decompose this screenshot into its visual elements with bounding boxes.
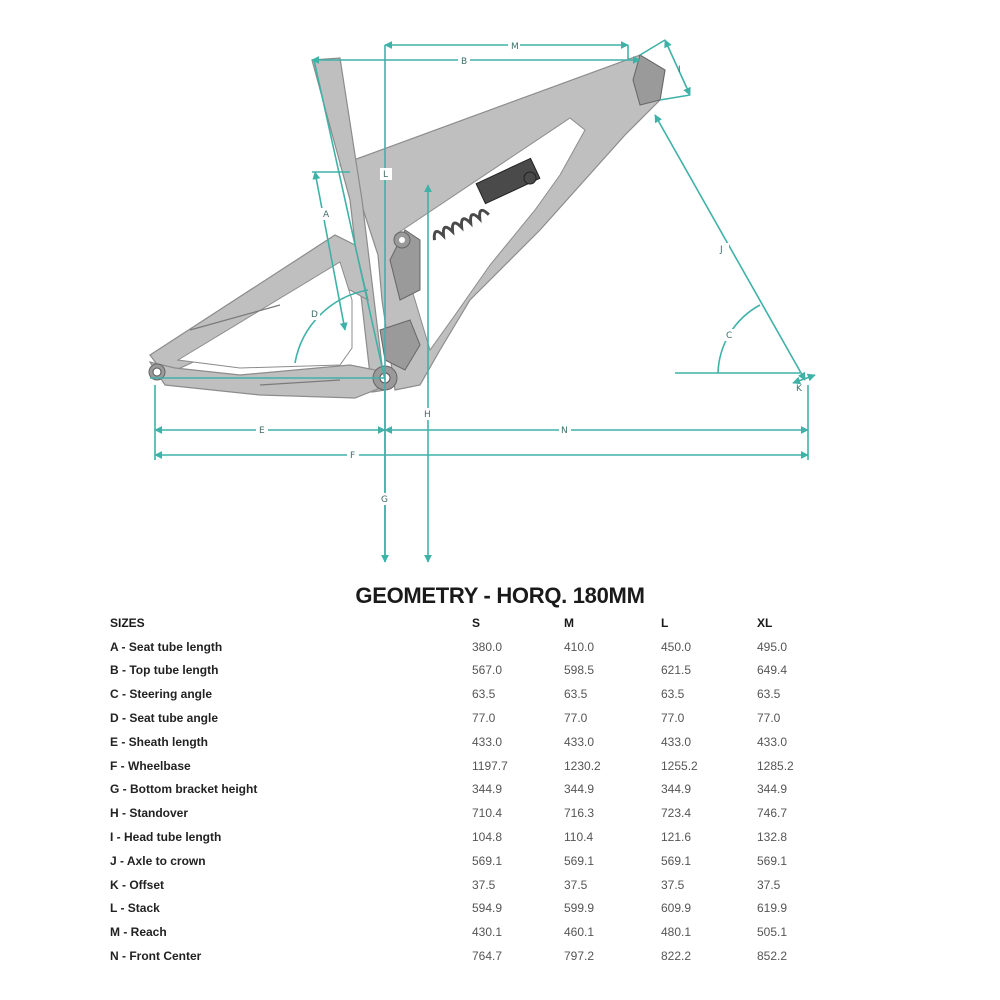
label-c: C xyxy=(726,331,733,341)
row-value: 344.9 xyxy=(564,782,595,797)
row-label: K - Offset xyxy=(110,877,164,892)
row-label: C - Steering angle xyxy=(110,687,213,702)
table-row xyxy=(110,730,837,754)
label-k: K xyxy=(796,384,802,394)
label-e: E xyxy=(259,426,265,436)
table-row xyxy=(110,801,837,825)
label-d: D xyxy=(311,310,318,320)
row-value: 63.5 xyxy=(757,687,781,702)
row-value: 37.5 xyxy=(757,877,781,892)
row-label: M - Reach xyxy=(110,925,167,940)
row-value: 569.1 xyxy=(757,853,788,868)
table-row xyxy=(110,849,837,873)
header-xl: XL xyxy=(757,615,773,630)
row-value: 797.2 xyxy=(564,949,595,964)
row-value: 344.9 xyxy=(661,782,692,797)
row-value: 110.4 xyxy=(564,830,594,845)
row-value: 433.0 xyxy=(757,734,788,749)
row-value: 609.9 xyxy=(661,901,692,916)
row-value: 1285.2 xyxy=(757,758,794,773)
row-value: 460.1 xyxy=(564,925,595,940)
table-row xyxy=(110,944,837,968)
row-value: 716.3 xyxy=(564,806,595,821)
geometry-table xyxy=(110,611,837,968)
row-value: 430.1 xyxy=(472,925,503,940)
row-value: 77.0 xyxy=(757,711,781,726)
label-f: F xyxy=(350,451,356,461)
header-s: S xyxy=(472,615,481,630)
row-value: 852.2 xyxy=(757,949,788,964)
row-value: 433.0 xyxy=(661,734,692,749)
row-value: 746.7 xyxy=(757,806,788,821)
row-value: 822.2 xyxy=(661,949,692,964)
row-label: N - Front Center xyxy=(110,949,202,964)
label-n: N xyxy=(561,426,568,436)
row-value: 495.0 xyxy=(757,639,788,654)
row-value: 505.1 xyxy=(757,925,788,940)
table-row xyxy=(110,873,837,897)
row-value: 410.0 xyxy=(564,639,595,654)
row-value: 710.4 xyxy=(472,806,503,821)
row-value: 63.5 xyxy=(661,687,685,702)
row-label: L - Stack xyxy=(110,901,160,916)
row-value: 37.5 xyxy=(472,877,496,892)
label-g: G xyxy=(381,495,388,505)
row-value: 77.0 xyxy=(661,711,685,726)
label-l: L xyxy=(383,170,389,180)
row-value: 63.5 xyxy=(472,687,496,702)
row-value: 764.7 xyxy=(472,949,503,964)
row-value: 569.1 xyxy=(472,853,503,868)
table-row xyxy=(110,825,837,849)
row-value: 132.8 xyxy=(757,830,788,845)
table-row xyxy=(110,778,837,802)
label-m: M xyxy=(511,42,519,52)
label-h: H xyxy=(424,410,431,420)
row-label: D - Seat tube angle xyxy=(110,711,219,726)
row-value: 77.0 xyxy=(472,711,496,726)
row-value: 598.5 xyxy=(564,663,595,678)
row-value: 77.0 xyxy=(564,711,588,726)
row-value: 37.5 xyxy=(661,877,685,892)
row-value: 380.0 xyxy=(472,639,503,654)
table-row xyxy=(110,706,837,730)
label-b: B xyxy=(461,57,468,67)
row-value: 450.0 xyxy=(661,639,692,654)
header-sizes: SIZES xyxy=(110,615,145,630)
row-label: H - Standover xyxy=(110,806,189,821)
row-value: 344.9 xyxy=(472,782,503,797)
table-row xyxy=(110,682,837,706)
row-label: G - Bottom bracket height xyxy=(110,782,258,797)
row-value: 649.4 xyxy=(757,663,788,678)
row-label: E - Sheath length xyxy=(110,734,209,749)
row-value: 567.0 xyxy=(472,663,503,678)
table-header-row xyxy=(110,611,837,635)
label-a: A xyxy=(323,210,330,220)
bike-frame xyxy=(149,55,665,398)
row-value: 1197.7 xyxy=(472,758,508,773)
row-label: I - Head tube length xyxy=(110,830,222,845)
row-value: 37.5 xyxy=(564,877,588,892)
header-m: M xyxy=(564,615,574,630)
geometry-title: GEOMETRY - HORQ. 180MM xyxy=(355,583,645,608)
row-label: A - Seat tube length xyxy=(110,639,223,654)
row-label: F - Wheelbase xyxy=(110,758,191,773)
row-value: 723.4 xyxy=(661,806,692,821)
row-value: 433.0 xyxy=(472,734,503,749)
row-value: 1230.2 xyxy=(564,758,601,773)
row-value: 433.0 xyxy=(564,734,595,749)
row-value: 344.9 xyxy=(757,782,788,797)
header-l: L xyxy=(661,615,669,630)
row-label: J - Axle to crown xyxy=(110,853,206,868)
row-value: 594.9 xyxy=(472,901,503,916)
row-value: 569.1 xyxy=(661,853,692,868)
row-value: 121.6 xyxy=(661,830,692,845)
row-value: 599.9 xyxy=(564,901,595,916)
table-row xyxy=(110,897,837,921)
table-row xyxy=(110,659,837,683)
table-row xyxy=(110,635,837,659)
table-row xyxy=(110,920,837,944)
row-value: 104.8 xyxy=(472,830,503,845)
table-row xyxy=(110,754,837,778)
row-value: 480.1 xyxy=(661,925,692,940)
row-value: 1255.2 xyxy=(661,758,698,773)
label-j: J xyxy=(720,245,723,255)
label-i: I xyxy=(678,65,681,75)
row-value: 619.9 xyxy=(757,901,788,916)
row-label: B - Top tube length xyxy=(110,663,219,678)
row-value: 569.1 xyxy=(564,853,595,868)
row-value: 621.5 xyxy=(661,663,692,678)
row-value: 63.5 xyxy=(564,687,588,702)
